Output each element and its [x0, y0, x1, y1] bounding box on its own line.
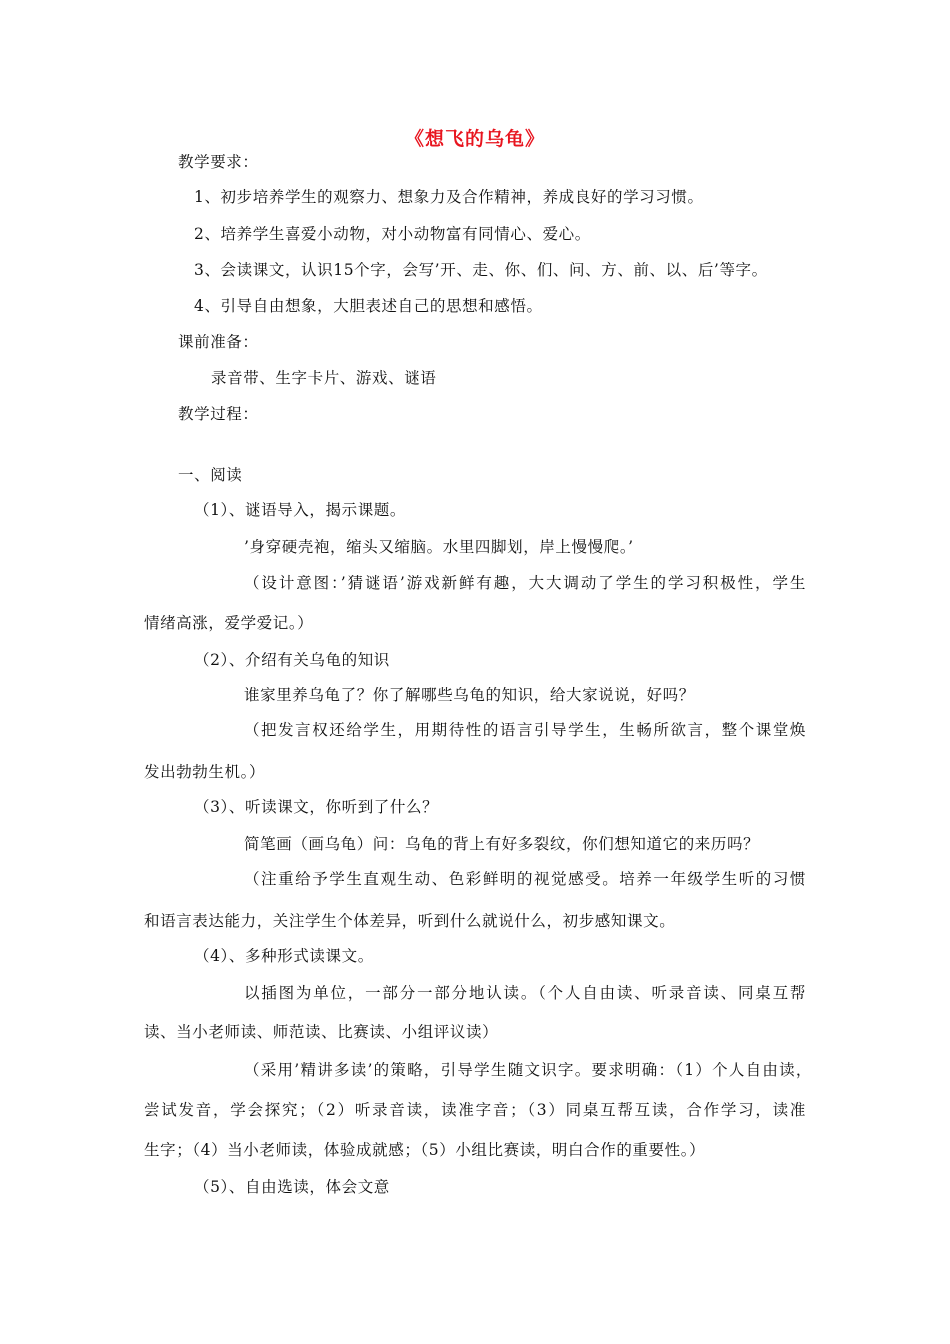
section-heading-process: 教学过程：	[178, 405, 259, 423]
paragraph-line: （把发言权还给学生，用期待性的语言引导学生，生畅所欲言，整个课堂焕	[244, 721, 806, 739]
paragraph-line: ’身穿硬壳袍，缩头又缩脑。水里四脚划，岸上慢慢爬。’	[244, 538, 634, 556]
step-heading: （1）、谜语导入，揭示课题。	[194, 501, 407, 519]
paragraph-line: 读、当小老师读、师范读、比赛读、小组评议读）	[144, 1023, 499, 1041]
paragraph-line: 以插图为单位，一部分一部分地认读。（个人自由读、听录音读、同桌互帮	[244, 984, 806, 1002]
step-heading: （3）、听读课文，你听到了什么？	[194, 798, 439, 816]
paragraph-line: 情绪高涨，爱学爱记。）	[144, 614, 314, 632]
requirement-item: 4、引导自由想象，大胆表述自己的思想和感悟。	[194, 297, 543, 315]
paragraph-line: （注重给予学生直观生动、色彩鲜明的视觉感受。培养一年级学生听的习惯	[244, 870, 806, 888]
paragraph-line: 生字；（4）当小老师读，体验成就感；（5）小组比赛读，明白合作的重要性。）	[144, 1141, 706, 1159]
paragraph-line: （采用’精讲多读’的策略，引导学生随文识字。要求明确：（1）个人自由读，	[244, 1061, 812, 1079]
paragraph-line: 和语言表达能力，关注学生个体差异，听到什么就说什么，初步感知课文。	[144, 912, 676, 930]
preparation-text: 录音带、生字卡片、游戏、谜语	[211, 369, 437, 387]
document-title: 《想飞的乌龟》	[404, 128, 545, 150]
paragraph-line: 简笔画（画乌龟）问：乌龟的背上有好多裂纹，你们想知道它的来历吗？	[244, 835, 760, 853]
requirement-item: 2、培养学生喜爱小动物，对小动物富有同情心、爱心。	[194, 225, 591, 243]
section-heading-preparation: 课前准备：	[178, 333, 259, 351]
part-heading: 一、阅读	[178, 466, 243, 484]
requirement-item: 1、初步培养学生的观察力、想象力及合作精神，养成良好的学习习惯。	[194, 188, 704, 206]
paragraph-line: 谁家里养乌龟了？你了解哪些乌龟的知识，给大家说说，好吗？	[244, 686, 695, 704]
paragraph-line: （设计意图：’猜谜语’游戏新鲜有趣，大大调动了学生的学习积极性，学生	[244, 574, 806, 592]
section-heading-requirements: 教学要求：	[178, 153, 259, 171]
step-heading: （2）、介绍有关乌龟的知识	[194, 651, 390, 669]
step-heading: （5）、自由选读，体会文意	[194, 1178, 390, 1196]
step-heading: （4）、多种形式读课文。	[194, 947, 374, 965]
requirement-item: 3、会读课文，认识15个字，会写’开、走、你、们、问、方、前、以、后’等字。	[194, 261, 768, 279]
paragraph-line: 尝试发音，学会探究；（2）听录音读，读准字音；（3）同桌互帮互读，合作学习，读准	[144, 1101, 806, 1119]
paragraph-line: 发出勃勃生机。）	[144, 763, 266, 781]
